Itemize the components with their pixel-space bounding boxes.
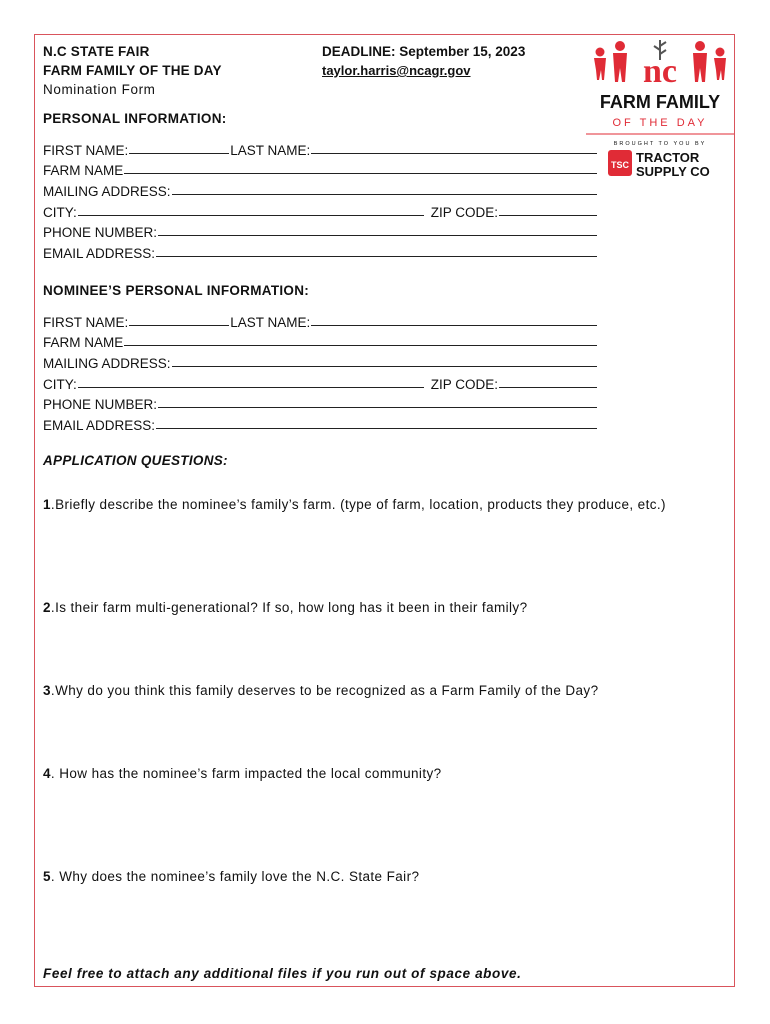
tsc-logo-icon xyxy=(608,150,632,176)
header-program: FARM FAMILY OF THE DAY xyxy=(43,63,222,78)
header-form-type: Nomination Form xyxy=(43,82,156,97)
nominee-first-name-label: FIRST NAME: xyxy=(43,314,129,330)
personal-info-heading: PERSONAL INFORMATION: xyxy=(43,111,227,126)
deadline-text: DEADLINE: September 15, 2023 xyxy=(322,44,526,59)
question-4[interactable]: 4. How has the nominee’s farm impacted the local community? xyxy=(43,766,442,781)
first-name-field[interactable] xyxy=(129,153,229,154)
svg-text:TSC: TSC xyxy=(611,160,629,170)
mailing-address-field[interactable] xyxy=(172,194,597,195)
zip-field[interactable] xyxy=(499,215,597,216)
zip-label: ZIP CODE: xyxy=(430,204,498,220)
last-name-label: LAST NAME: xyxy=(230,142,311,158)
farm-name-field[interactable] xyxy=(124,173,597,174)
logo-title: FARM FAMILY xyxy=(599,92,721,112)
nominee-farm-name-label: FARM NAME xyxy=(43,335,124,351)
logo-subtitle: OF THE DAY xyxy=(612,117,708,129)
question-5[interactable]: 5. Why does the nominee’s family love the N.C. State Fair? xyxy=(43,869,420,884)
nominee-zip-field[interactable] xyxy=(499,387,597,388)
nominee-mailing-address-field[interactable] xyxy=(172,366,597,367)
nominee-farm-name-field[interactable] xyxy=(124,345,597,346)
phone-field[interactable] xyxy=(158,235,597,236)
city-field[interactable] xyxy=(78,215,424,216)
nominee-phone-label: PHONE NUMBER: xyxy=(43,397,158,413)
nc-logo-text: nc xyxy=(643,53,677,90)
first-name-label: FIRST NAME: xyxy=(43,142,129,158)
nominee-info-heading: NOMINEE’S PERSONAL INFORMATION: xyxy=(43,283,310,298)
nominee-last-name-label: LAST NAME: xyxy=(230,314,311,330)
header-org: N.C STATE FAIR xyxy=(43,44,150,59)
nominee-city-label: CITY: xyxy=(43,376,77,392)
nominee-phone-field[interactable] xyxy=(158,407,597,408)
question-2[interactable]: 2.Is their farm multi-generational? If so, how long has it been in their family? xyxy=(43,600,528,615)
farm-family-logo xyxy=(586,38,734,188)
application-questions-heading: APPLICATION QUESTIONS: xyxy=(43,453,228,468)
email-field[interactable] xyxy=(156,256,597,257)
last-name-field[interactable] xyxy=(311,153,597,154)
nominee-first-name-field[interactable] xyxy=(129,325,229,326)
city-label: CITY: xyxy=(43,204,77,220)
nominee-info-fields xyxy=(43,309,598,433)
question-1[interactable]: 1.Briefly describe the nominee’s family’s farm. (type of farm, location, products they produce, etc.) xyxy=(43,497,666,512)
personal-info-fields xyxy=(43,137,598,261)
nominee-email-label: EMAIL ADDRESS: xyxy=(43,418,156,434)
deadline-block xyxy=(322,42,525,80)
email-label: EMAIL ADDRESS: xyxy=(43,246,156,262)
brought-by-text: BROUGHT TO YOU BY xyxy=(613,141,707,147)
phone-label: PHONE NUMBER: xyxy=(43,225,158,241)
contact-email-link[interactable]: taylor.harris@ncagr.gov xyxy=(322,63,471,78)
supply-text: SUPPLY CO xyxy=(636,164,710,179)
form-header xyxy=(43,42,222,99)
question-3[interactable]: 3.Why do you think this family deserves to be recognized as a Farm Family of the Day? xyxy=(43,683,599,698)
nominee-zip-label: ZIP CODE: xyxy=(430,376,498,392)
mailing-address-label: MAILING ADDRESS: xyxy=(43,184,171,200)
nominee-email-field[interactable] xyxy=(156,428,597,429)
farm-name-label: FARM NAME xyxy=(43,163,124,179)
nominee-city-field[interactable] xyxy=(78,387,424,388)
nominee-mailing-address-label: MAILING ADDRESS: xyxy=(43,356,171,372)
nominee-last-name-field[interactable] xyxy=(311,325,597,326)
footer-note: Feel free to attach any additional files if you run out of space above. xyxy=(43,966,522,981)
tractor-text: TRACTOR xyxy=(636,150,700,165)
